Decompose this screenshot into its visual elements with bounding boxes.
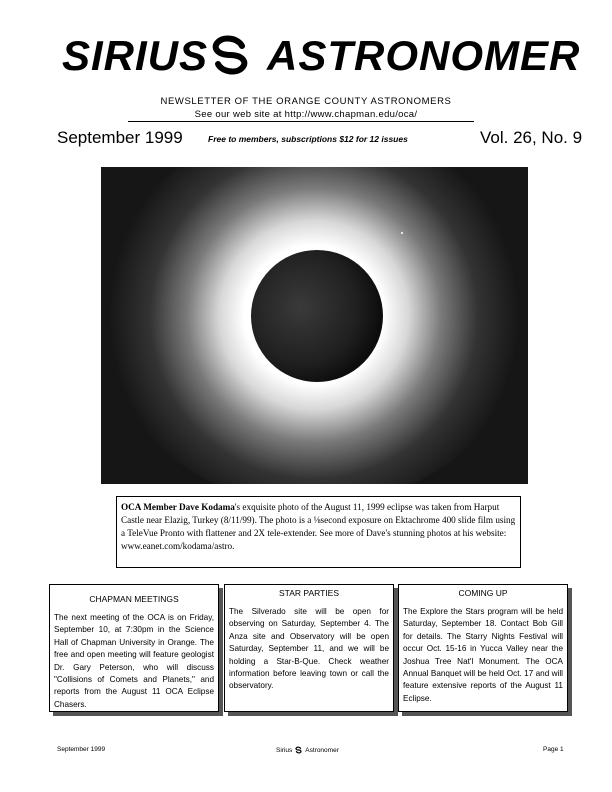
subscription-note: Free to members, subscriptions $12 for 12 issues: [208, 134, 408, 144]
masthead-title-right: ASTRONOMER: [267, 32, 581, 79]
eclipse-photo: [101, 167, 528, 484]
coming-up-title: COMING UP: [458, 588, 508, 598]
footer-title-right: Astronomer: [305, 746, 339, 754]
footer-date: September 1999: [57, 746, 106, 753]
masthead-title-left: SIRIUS: [62, 32, 209, 79]
moon-disk: [251, 250, 383, 382]
swirl-logo-icon: [204, 34, 256, 76]
footer-title-left: Sirius: [276, 746, 293, 754]
caption-lead: OCA Member Dave Kodama: [121, 502, 235, 512]
chapman-meetings-title: CHAPMAN MEETINGS: [89, 594, 179, 604]
newsletter-subtitle: NEWSLETTER OF THE ORANGE COUNTY ASTRONOMERS: [160, 96, 452, 107]
page-number: Page 1: [543, 746, 564, 753]
website-line: See our web site at http://www.chapman.edu/oca/: [194, 109, 418, 120]
header-divider: [128, 121, 474, 122]
issue-date: September 1999: [57, 128, 183, 147]
star-parties-body: The Silverado site will be open for observing on Saturday, September 4. The Anza site and Observatory will be open Saturday, September 11, and we will be holding a Star-B-Que. Check weather information before leaving town or call the observatory.: [229, 607, 389, 691]
coming-up-body: The Explore the Stars program will be held Saturday, September 18. Contact Bob Gill for details. The Starry Nights Festival will occur Oct. 15-16 in Yucca Valley near the Joshua Tree Nat'l Monument. The OCA Annual Banquet will be held Oct. 17 and will feature extensive reports of the August 11 Eclipse.: [403, 607, 563, 703]
volume-number: Vol. 26, No. 9: [480, 128, 583, 147]
masthead: [54, 24, 581, 86]
caption-text: 's exquisite photo of the August 11, 1999 eclipse was taken from Harput Castle near Elazig, Turkey (8/11/99). The photo is a ⅛second exposure on Ektachrome 400 slide film using a TeleVue Pronto with flattener and 2X tele-extender. See more of Dave's stunning photos at his website: www.eanet.com/kodama/astro.: [121, 502, 516, 551]
chapman-meetings-body: The next meeting of the OCA is on Friday, September 10, at 7:30pm in the Science Hall of Chapman University in Orange. The free and open meeting will feature geologist Dr. Gary Peterson, who will discuss "Collisions of Comets and Planets," and reports from the August 11 OCA Eclipse Chasers.: [54, 613, 214, 709]
photo-caption: [116, 496, 521, 568]
footer-title: [276, 746, 339, 754]
coming-up-box: [398, 584, 568, 712]
chapman-meetings-box: [49, 584, 219, 712]
swirl-logo-icon: [294, 746, 303, 754]
star-parties-box: [224, 584, 394, 712]
star-parties-title: STAR PARTIES: [279, 588, 339, 598]
